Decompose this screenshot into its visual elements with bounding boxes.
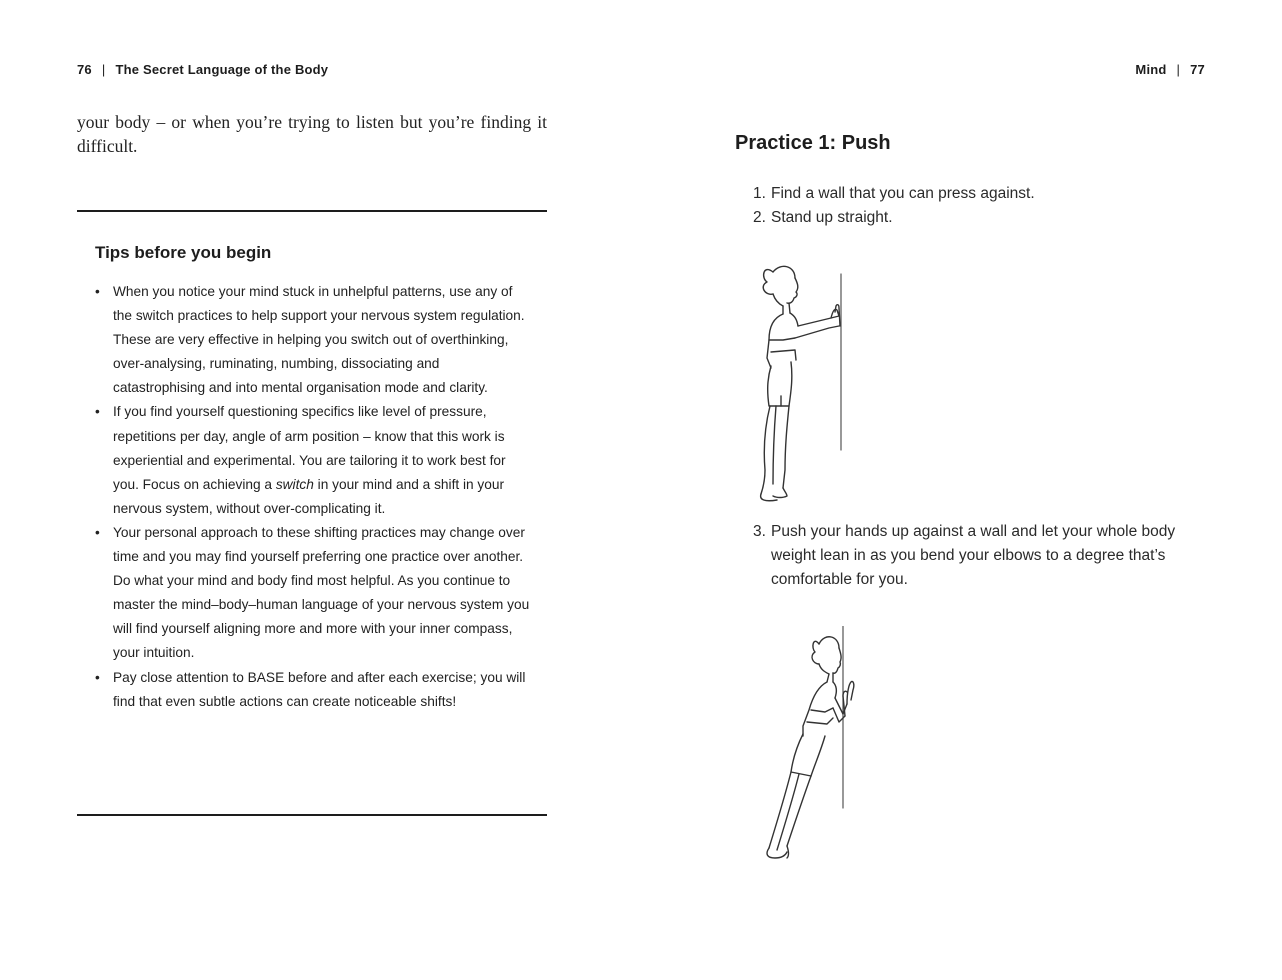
tips-box-bottom-rule (77, 814, 547, 816)
step-item (753, 206, 1193, 230)
tip-text: in your mind and a shift in your nervous system, without over-complicating it. (113, 476, 505, 516)
running-head-separator: | (1176, 62, 1181, 77)
tip-item (95, 521, 535, 666)
bullet-icon: • (95, 669, 100, 685)
step-number: 3. (753, 523, 766, 540)
step-text: Find a wall that you can press against. (771, 185, 1035, 202)
bullet-icon: • (95, 524, 100, 540)
steps-list-after-figure (753, 520, 1193, 592)
book-title: The Secret Language of the Body (115, 62, 329, 77)
step-number: 1. (753, 185, 766, 202)
left-page-number: 76 (77, 62, 92, 77)
practice-title: Practice 1: Push (735, 132, 891, 154)
woman-standing-hands-on-wall-illustration (743, 256, 883, 506)
step-item (753, 520, 1193, 592)
bullet-icon: • (95, 284, 100, 299)
bullet-icon: • (95, 404, 100, 420)
chapter-title: Mind (1135, 62, 1167, 77)
tip-emphasis: switch (275, 476, 314, 492)
left-running-head (77, 62, 328, 77)
right-page (641, 0, 1282, 980)
tips-title: Tips before you begin (95, 243, 272, 262)
tip-item (95, 280, 535, 400)
step-item (753, 182, 1193, 206)
tip-text: Pay close attention to BASE before and after each exercise; you will find that even subtle actions can create noticeable shifts! (113, 669, 526, 709)
tip-text: If you find yourself questioning specifics like level of pressure, repetitions per day, angle of arm position – know that this work is experiential and experimental. You are tailoring it to work best for you. Focus on achieving a (113, 404, 506, 492)
tip-item (95, 666, 535, 714)
steps-list-before-figure (753, 182, 1193, 230)
step-text: Stand up straight. (771, 209, 893, 226)
woman-leaning-into-wall-illustration (745, 626, 885, 876)
right-running-head (1135, 62, 1205, 77)
step-number: 2. (753, 209, 766, 226)
tips-box-top-rule (77, 210, 547, 212)
step-text: Push your hands up against a wall and let your whole body weight lean in as you bend your elbows to a degree that’s comfortable for you. (771, 523, 1176, 588)
right-page-number: 77 (1190, 62, 1205, 77)
running-head-separator: | (101, 62, 106, 77)
tip-text: When you notice your mind stuck in unhelpful patterns, use any of the switch practices to help support your nervous system regulation. These are very effective in helping you switch out of overthinking, over-analysing, ruminating, numbing, dissociating and catastrophising and into mental organisation mode and clarity. (113, 284, 525, 396)
tip-text: Your personal approach to these shifting practices may change over time and you may find yourself preferring one practice over another. Do what your mind and body find most helpful. As you continue to master the mind–body–human language of your nervous system you will find yourself aligning more and more with your inner compass, your intuition. (113, 524, 530, 661)
tip-item (95, 400, 535, 520)
continued-paragraph: your body – or when you’re trying to listen but you’re finding it difficult. (77, 112, 547, 156)
tips-list (95, 280, 535, 714)
